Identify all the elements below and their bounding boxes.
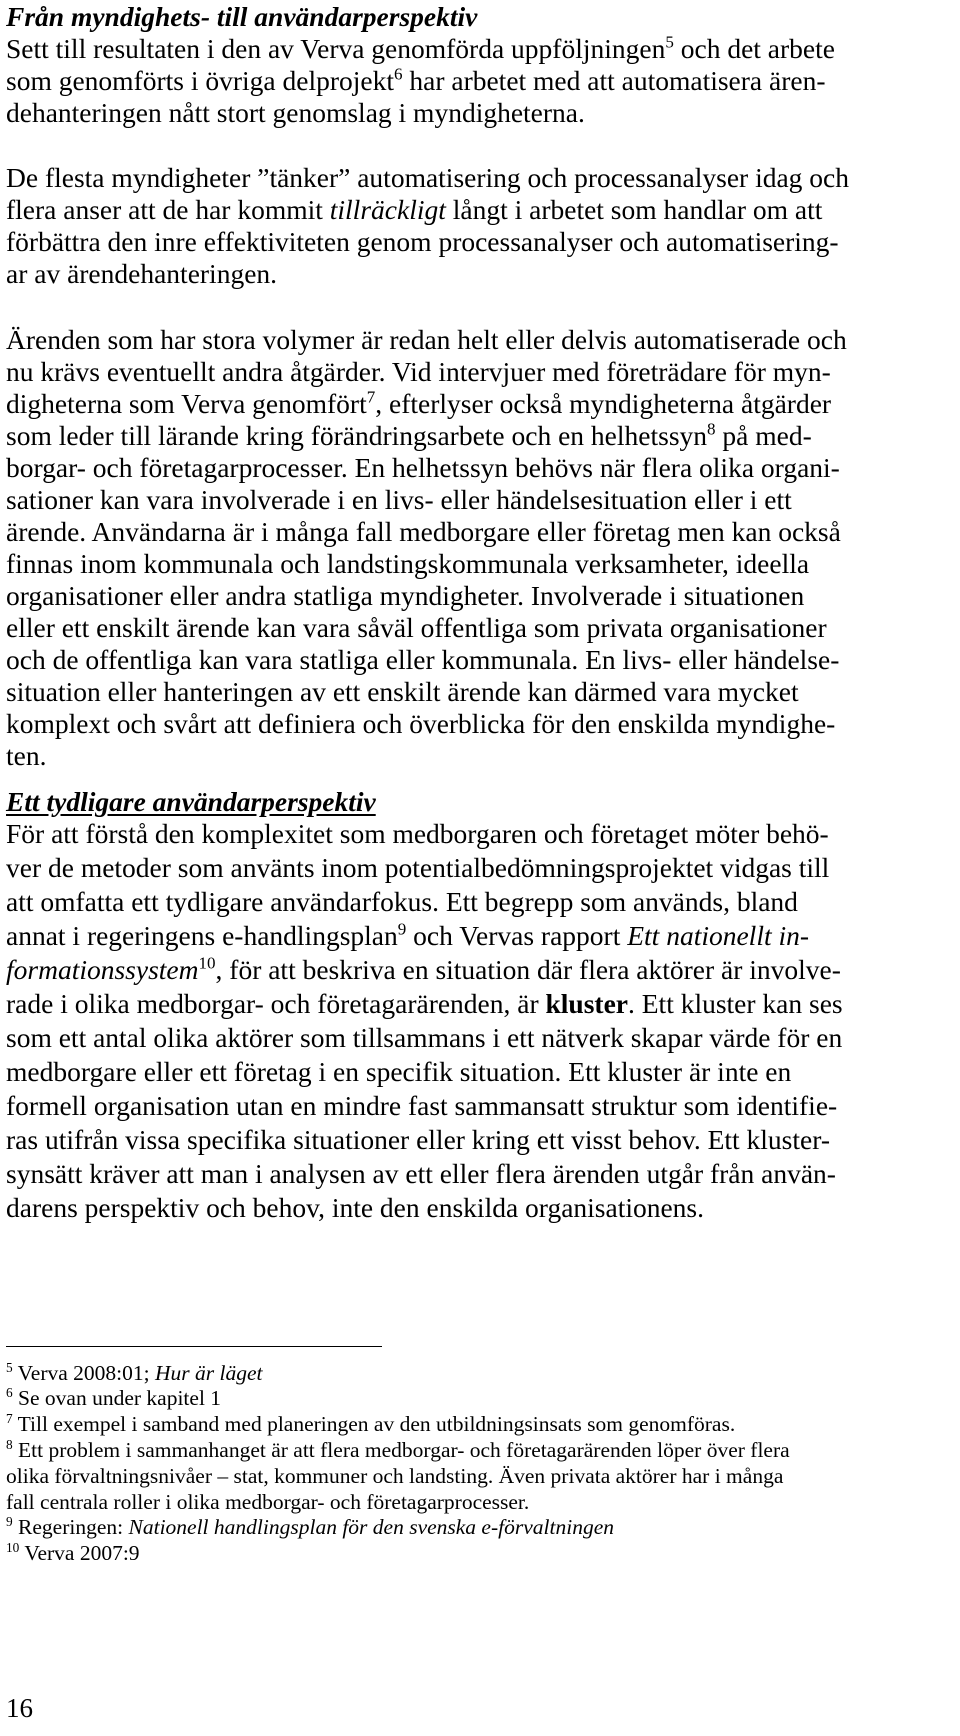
- text-line: situation eller hanteringen av ett enskilt ärende kan därmed vara mycket: [6, 676, 799, 707]
- footnote-separator: [6, 1346, 382, 1347]
- text-line: synsätt kräver att man i analysen av ett eller flera ärenden utgår från använ-: [6, 1158, 836, 1189]
- footnote-8-cont: olika förvaltningsnivåer – stat, kommuner och landsting. Även privata aktörer har i många: [6, 1464, 784, 1488]
- footnote-ref: 10: [198, 953, 216, 973]
- text-line: sationer kan vara involverade i en livs- eller händelsesituation eller i ett: [6, 484, 792, 515]
- footnote-8: $^8$ Ett problem i sammanhanget är att flera medborgar- och företagarärenden löper över flera: [6, 1437, 790, 1462]
- text-line: ar av ärendehanteringen.: [6, 258, 278, 289]
- text-line: ras utifrån vissa specifika situationer eller kring ett visst behov. Ett kluster-: [6, 1124, 830, 1155]
- section-heading-2: Ett tydligare användarperspektiv: [6, 786, 376, 817]
- term-kluster: kluster: [545, 988, 628, 1019]
- text-line: borgar- och företagarprocesser. En helhetssyn behövs när flera olika organi-: [6, 452, 840, 483]
- section-heading-1: Från myndighets- till användarperspektiv: [6, 1, 478, 32]
- text-line: rade i olika medborgar- och företagarärenden, är kluster. Ett kluster kan ses: [6, 988, 843, 1019]
- footnote-ref: 6: [393, 64, 403, 84]
- text-line: komplext och svårt att definiera och överblicka för den enskilda myndighe-: [6, 708, 836, 739]
- footnote-ref: 5: [665, 32, 674, 52]
- text-line: Sett till resultaten i den av Verva genomförda uppföljningen$^5$ och det arbete: [6, 32, 835, 64]
- text-line: som leder till lärande kring förändringsarbete och en helhetssyn$^8$ på med-: [6, 419, 812, 451]
- text-line: ten.: [6, 740, 47, 771]
- text-line: som ett antal olika aktörer som tillsammans i ett nätverk skapar värde för en: [6, 1022, 843, 1053]
- footnote-ref: 7: [366, 387, 376, 407]
- footnote-ref: 8: [707, 419, 716, 439]
- text-line: finnas inom kommunala och landstingskommunala verksamheter, ideella: [6, 548, 810, 579]
- footnote-7: $^7$ Till exempel i samband med planeringen av den utbildningsinsats som genomföras.: [6, 1411, 736, 1436]
- text-line: ver de metoder som använts inom potentialbedömningsprojektet vidgas till: [6, 852, 830, 883]
- text-line: formell organisation utan en mindre fast sammansatt struktur som identifie-: [6, 1090, 838, 1121]
- text-line: ärende. Användarna är i många fall medborgare eller företag men kan också: [6, 516, 841, 547]
- text-line: dehanteringen nått stort genomslag i myndigheterna.: [6, 97, 585, 128]
- footnote-9: $^9$ Regeringen: Nationell handlingsplan för den svenska e-förvaltningen: [6, 1514, 614, 1539]
- text-line: annat i regeringens e-handlingsplan$^9$ och Vervas rapport Ett nationellt in-: [6, 919, 810, 951]
- text-line: darens perspektiv och behov, inte den enskilda organisationens.: [6, 1192, 705, 1223]
- text-line: och de offentliga kan vara statliga eller kommunala. En livs- eller händelse-: [6, 644, 840, 675]
- text-line: De flesta myndigheter ”tänker” automatisering och processanalyser idag och: [6, 162, 850, 193]
- text-line: digheterna som Verva genomfört$^7$, efterlyser också myndigheterna åtgärder: [6, 387, 832, 419]
- text-line: som genomförts i övriga delprojekt$^6$ har arbetet med att automatisera ären-: [6, 64, 826, 96]
- text-line: För att förstå den komplexitet som medborgaren och företaget möter behö-: [6, 818, 829, 849]
- text-line: medborgare eller ett företag i en specifik situation. Ett kluster är inte en: [6, 1056, 792, 1087]
- text-line: formationssystem$^{10}$, för att beskriva en situation där flera aktörer är involve-: [6, 953, 841, 985]
- footnote-10: $^{10}$ Verva 2007:9: [6, 1540, 140, 1565]
- text-line: nu krävs eventuellt andra åtgärder. Vid intervjuer med företrädare för myn-: [6, 356, 831, 387]
- footnote-5: $^5$ Verva 2008:01; Hur är läget: [6, 1360, 263, 1385]
- text-line: att omfatta ett tydligare användarfokus. Ett begrepp som används, bland: [6, 886, 798, 917]
- footnote-6: $^6$ Se ovan under kapitel 1: [6, 1385, 222, 1410]
- footnote-ref: 9: [397, 919, 407, 939]
- text-line: flera anser att de har kommit tillräckligt långt i arbetet som handlar om att: [6, 194, 823, 225]
- text-line: förbättra den inre effektiviteten genom processanalyser och automatisering-: [6, 226, 839, 257]
- footnote-8-cont: fall centrala roller i olika medborgar- och företagarprocesser.: [6, 1490, 530, 1514]
- page-number: 16: [6, 1693, 33, 1723]
- text-line: Ärenden som har stora volymer är redan helt eller delvis automatiserade och: [6, 324, 847, 355]
- text-line: organisationer eller andra statliga myndigheter. Involverade i situationen: [6, 580, 805, 611]
- text-line: eller ett enskilt ärende kan vara såväl offentliga som privata organisationer: [6, 612, 827, 643]
